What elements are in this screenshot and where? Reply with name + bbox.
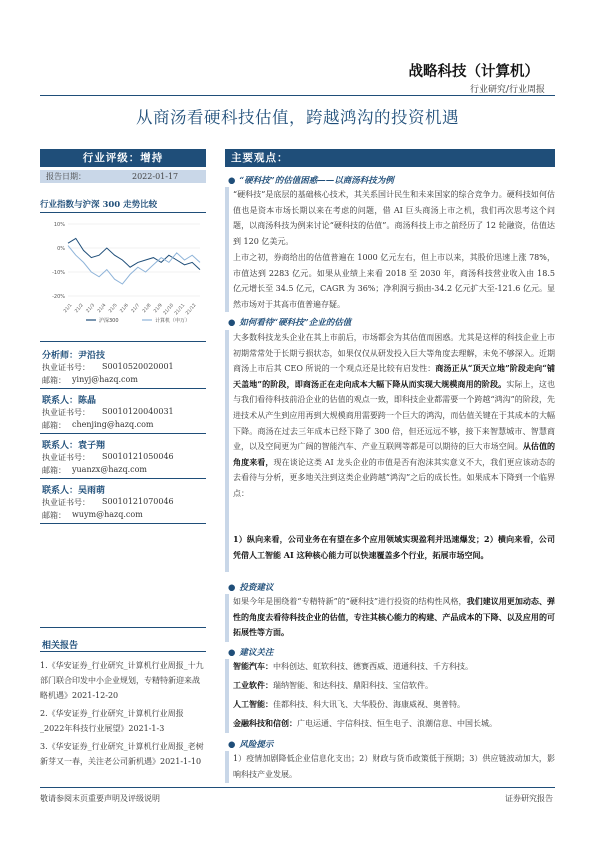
index-chart-svg <box>40 216 206 328</box>
key-points-header: 主要观点： <box>225 149 555 167</box>
email-label: 邮箱： <box>42 511 66 520</box>
x-tick-label: 21/1 <box>63 303 74 315</box>
email-row <box>42 510 143 521</box>
license-label: 执业证书号： <box>42 408 90 417</box>
x-tick-label: 21/11 <box>174 303 187 317</box>
analyst-name: 袁子翔 <box>78 441 106 451</box>
analyst-name: 尹沿技 <box>78 351 106 361</box>
text-run: 如果今年是围绕着“专精特新”的“硬科技”进行投资的结构性风格， <box>233 597 467 606</box>
footer-label: 证券研究报告 <box>505 794 553 803</box>
text-run: 实际上，这也与我们看待科技前沿企业的估值的观点一致，即科技企业都需要一个跨越“鸿沟”的阶段，先进技术从产生到应用再到大规模商用需要跨一个巨大的鸿沟，而估值关键在于其成本的大幅下降。商汤在过去三年成本已经下降了 300 倍，但还远远不够，接下来智慧城市、智慧商业，以及空间更为广阔的智能汽车、产业互联网等都是可以期待的巨大市场空间。 <box>233 379 556 452</box>
email-link[interactable]: yinyj@hazq.com <box>72 375 138 384</box>
license-number: S0010120040031 <box>102 407 174 416</box>
bullet-icon: ● <box>228 176 236 186</box>
analyst-divider <box>40 388 206 389</box>
text-run-bold: 我们建议用更加动态、弹性的角度去看待科技企业的估值，专注其核心能力的构建、产品成本的下降、以及应用的可拓展性等方面。 <box>233 596 556 638</box>
paragraph-bar <box>225 594 229 642</box>
text-run: 现在谈论这类 AI 龙头企业的市值是否有泡沫其实意义不大，我们更应该动态的去看待与分析，更多地关注到这类企业跨越“鸿沟”之后的成长性。如果成本下降到一个临界点： <box>233 457 555 498</box>
email-link[interactable]: chenjing@hazq.com <box>72 420 154 429</box>
watch-row <box>233 657 555 676</box>
watch-stocks: 瑞纳智能、和达科技、鼎阳科技、宝信软件。 <box>273 681 433 690</box>
related-divider <box>40 627 206 628</box>
x-tick-label: 21/8 <box>142 303 153 315</box>
bullet-icon: ● <box>228 740 236 750</box>
section-paragraph <box>233 532 555 563</box>
analyst-role-row <box>42 438 105 451</box>
legend-label: 计算机（申万） <box>155 318 191 324</box>
industry-rating: 行业评级：增持 <box>40 149 206 167</box>
related-item[interactable]: 1.《华安证券_行业研究_计算机行业周报_十九部门联合印发中小企业规划，专精特新迎来战略机遇》2021-12-20 <box>40 661 204 700</box>
section-paragraph <box>233 594 555 641</box>
report-title: 从商汤看硬科技估值，跨越鸿沟的投资机遇 <box>136 108 459 127</box>
x-tick-label: 21/12 <box>185 303 198 317</box>
x-tick-label: 21/10 <box>162 303 175 317</box>
email-row <box>42 375 138 386</box>
related-item[interactable]: 3.《华安证券_行业研究_计算机行业周报_老树新芽又一春，关注老公司新机遇》2021-1-10 <box>40 742 204 766</box>
chart-divider <box>40 212 206 213</box>
license-label: 执业证书号： <box>42 498 90 507</box>
report-date-value: 2022-01-17 <box>132 172 179 181</box>
chart-title: 行业指数与沪深 300 走势比较 <box>40 200 158 210</box>
email-row <box>42 420 154 431</box>
section-paragraph: “硬科技”是底层的基础核心技术，其关系国计民生和未来国家的综合竞争力。硬科技如何估值也是资本市场长期以来在考虑的问题，借 AI 巨头商汤上市之机，我们再次思考这个问题，以商汤科技为例来讨论“硬科技的估值”。商汤科技上市之前经历了 12 轮融资，估值达到 120 亿美元。 <box>233 190 555 246</box>
watch-sector: 金融科技和信创： <box>233 718 297 728</box>
email-link[interactable]: wuym@hazq.com <box>72 510 143 519</box>
header-title: 战略科技（计算机） <box>408 63 539 80</box>
x-tick-label: 21/3 <box>85 303 97 315</box>
section-heading <box>228 581 273 593</box>
x-tick-label: 21/5 <box>108 303 119 315</box>
watch-stocks: 广电运通、宇信科技、恒生电子、浪潮信息、中国长城。 <box>297 719 497 728</box>
analyst-role-row <box>42 483 105 496</box>
analyst-role-row <box>42 393 96 406</box>
email-label: 邮箱： <box>42 466 66 475</box>
email-row <box>42 465 148 476</box>
y-tick-label: -20% <box>52 294 65 300</box>
paragraph-bar <box>225 187 229 312</box>
license-number: S0010121070046 <box>102 497 174 506</box>
y-tick-label: -10% <box>52 270 65 276</box>
related-title-underline <box>40 651 206 652</box>
watch-row <box>233 714 555 733</box>
section-heading <box>228 738 273 750</box>
watch-sector: 智能汽车： <box>233 661 273 671</box>
email-label: 邮箱： <box>42 421 66 430</box>
section-title: 风险提示 <box>239 740 274 750</box>
analyst-name: 吴雨萌 <box>78 486 106 496</box>
license-label: 执业证书号： <box>42 363 90 372</box>
analyst-divider <box>40 341 206 342</box>
related-item[interactable]: 2.《华安证券_行业研究_计算机行业周报_2022年科技行业展望》2021-1-3 <box>40 709 184 733</box>
section-title: 如何看待“硬科技”企业的估值 <box>239 318 352 328</box>
section-title: 建议关注 <box>239 648 274 658</box>
analyst-role-row <box>42 348 105 361</box>
text-run-bold: 从估值的角度来看， <box>233 441 555 467</box>
x-tick-label: 21/9 <box>153 303 164 315</box>
legend-label: 沪深300 <box>99 318 119 324</box>
x-tick-label: 21/2 <box>74 303 85 315</box>
license-label: 执业证书号： <box>42 453 90 462</box>
watch-sector: 人工智能： <box>233 699 273 709</box>
license-row <box>42 452 174 463</box>
paragraph-bar <box>225 330 229 572</box>
analyst-role: 联系人： <box>42 441 79 451</box>
watch-sector: 工业软件： <box>233 680 273 690</box>
footer-divider <box>40 787 555 788</box>
section-title: “硬科技”的估值困惑——以商汤科技为例 <box>239 176 394 186</box>
y-tick-label: 10% <box>53 222 65 228</box>
analyst-role: 分析师： <box>42 351 79 361</box>
section-heading <box>228 316 351 328</box>
email-label: 邮箱： <box>42 376 66 385</box>
analyst-divider <box>40 433 206 434</box>
text-run-bold: 1）纵向来看，公司业务在有望在多个应用领域实现盈利并迅速爆发；2）横向来看，公司凭借人工智能 AI 这种核心能力可以快速覆盖多个行业，拓展市场空间。 <box>233 534 555 560</box>
section-paragraph <box>233 330 555 502</box>
index-chart <box>40 216 206 328</box>
email-link[interactable]: yuanzx@hazq.com <box>72 465 148 474</box>
analyst-role: 联系人： <box>42 486 79 496</box>
related-list <box>40 655 206 769</box>
report-date-label: 报告日期： <box>46 172 86 181</box>
license-number: S0010121050046 <box>102 452 174 461</box>
license-row <box>42 362 174 373</box>
watch-row <box>233 695 555 714</box>
bullet-icon: ● <box>228 318 236 328</box>
header-divider <box>40 95 555 96</box>
analyst-divider <box>40 523 206 524</box>
x-tick-label: 21/7 <box>130 303 142 315</box>
text-run-bold: 商汤正从“顶天立地”阶段走向“铺天盖地”的阶段，即商汤正在走向成本大幅下降从而实现大规模商用的阶段。 <box>233 363 555 389</box>
section-heading <box>228 174 394 186</box>
text-run: 大多数科技龙头企业在其上市前后，市场都会为其估值而困惑。尤其是这样的科技企业上市初期常常处于长期亏损状态，如果仅仅从研发投入巨大等角度去理解，未免不够深入。近期商汤上市后其 CEO 所说的一个观点还是比较有启发性： <box>233 333 555 374</box>
header-subtitle: 行业研究/行业周报 <box>469 85 545 95</box>
section-paragraph: 1）疫情加剧降低企业信息化支出；2）财政与货币政策低于预期；3）供应链波动加大，影响科技产业发展。 <box>233 754 555 779</box>
paragraph-bar <box>225 659 229 733</box>
watch-row <box>233 676 555 695</box>
watch-stocks: 中科创达、虹软科技、德赛西威、道通科技、千方科技。 <box>273 662 473 671</box>
license-number: S0010520020001 <box>102 362 174 371</box>
footer-disclaimer[interactable]: 敬请参阅末页重要声明及评级说明 <box>40 794 160 803</box>
analyst-role: 联系人： <box>42 396 79 406</box>
x-tick-label: 21/4 <box>97 303 108 315</box>
section-paragraph: 上市之初，券商给出的估值普遍在 1000 亿元左右，但上市以来，其股价迅速上涨 78%，市值达到 2283 亿元。如果从业绩上来看 2018 至 2030 年，商汤科技营业收入由 18.5 亿元增长至 34.5 亿元，CAGR 为 36%；净利润亏损由-34.2 亿元扩大至-121.6 亿元。显然市场对于其高市值普遍存疑。 <box>233 253 555 309</box>
license-row <box>42 497 174 508</box>
license-row <box>42 407 174 418</box>
paragraph-bar <box>225 751 229 783</box>
watch-list <box>233 657 555 733</box>
y-tick-label: 0% <box>57 246 65 252</box>
analyst-divider <box>40 478 206 479</box>
report-date <box>40 170 206 183</box>
bullet-icon: ● <box>228 648 236 658</box>
series-line <box>68 238 200 269</box>
bullet-icon: ● <box>228 583 236 593</box>
related-title: 相关报告 <box>42 641 79 651</box>
section-title: 投资建议 <box>239 583 274 593</box>
analyst-name: 陈晶 <box>78 396 97 406</box>
watch-stocks: 佳都科技、科大讯飞、大华股份、海康威视、奥普特。 <box>273 700 465 709</box>
x-tick-label: 21/6 <box>119 303 130 315</box>
